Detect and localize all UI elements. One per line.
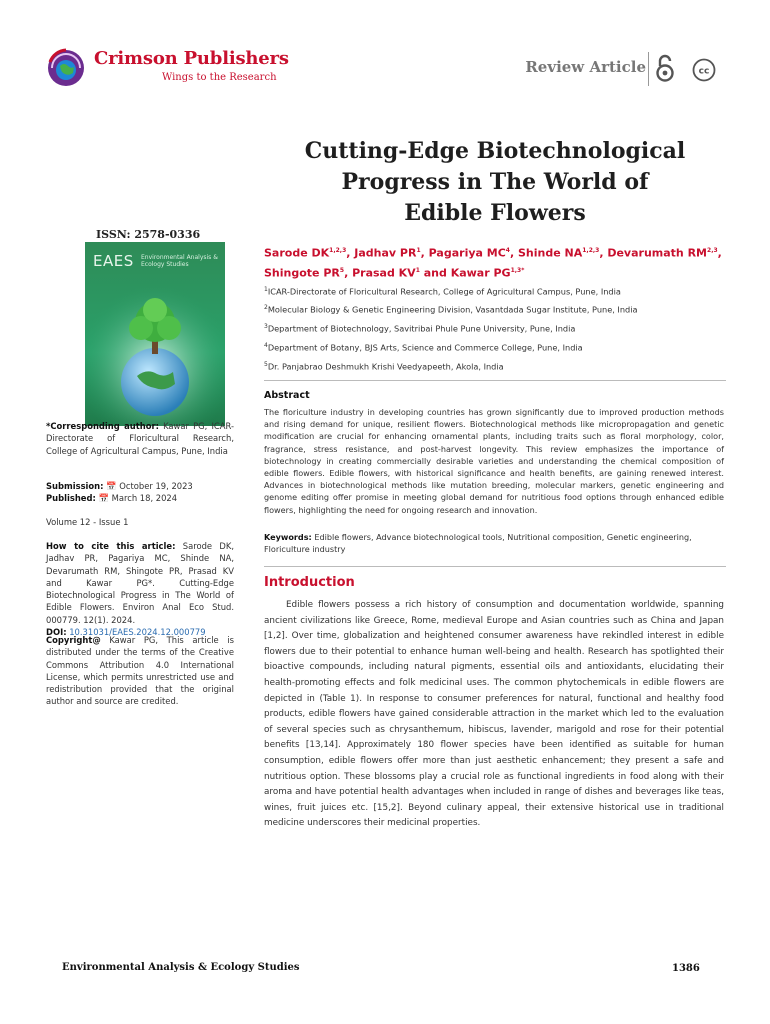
affiliation-text: Dr. Panjabrao Deshmukh Krishi Veedyapeeth, Akola, India (267, 361, 504, 372)
author-name: Sarode DK (264, 246, 330, 260)
cite-text: Sarode DK, Jadhav PR, Pagariya MC, Shinde NA, Devarumath RM, Shingote PR, Prasad KV and Kawar PG*. Cutting-Edge Biotechnological Progress in The World of Edible Flowers. Environ Anal Eco Stud. 000779. 12(1). 2024. (46, 541, 234, 625)
keywords-text: Edible flowers, Advance biotechnological tools, Nutritional composition, Genetic engineering, Floriculture industry (264, 532, 692, 555)
submission-date: October 19, 2023 (119, 481, 193, 491)
affiliation-item (264, 342, 726, 353)
brand-tagline: Wings to the Research (162, 72, 277, 83)
article-type-label: Review Article (525, 58, 646, 76)
affiliation-text: Molecular Biology & Genetic Engineering Division, Vasantdada Sugar Institute, Pune, India (267, 304, 638, 315)
author-affiliation-sup: 1,2,3 (329, 247, 347, 254)
copyright-text: Kawar PG, This article is distributed under the terms of the Creative Commons Attribution 4.0 International License, which permits unrestricted use and redistribution provided that the original author and source are credited. (46, 635, 234, 707)
section-divider (264, 566, 726, 567)
affiliation-item (264, 323, 726, 334)
publisher-logo[interactable] (46, 44, 289, 92)
author-name: Prasad KV (352, 266, 416, 280)
footer-journal-name: Environmental Analysis & Ecology Studies (62, 962, 300, 973)
author-name: Kawar PG (450, 266, 511, 280)
author-affiliation-sup: 1,2,3 (582, 247, 600, 254)
affiliation-number: 4 (264, 342, 268, 349)
header-divider (648, 52, 649, 86)
author-affiliation-sup: 1 (415, 266, 420, 274)
calendar-icon: 📅 (98, 493, 109, 504)
doi-label: DOI: (46, 627, 67, 638)
keywords-label: Keywords: (264, 532, 312, 542)
author-affiliation-sup: 1,3* (510, 266, 525, 274)
affiliation-item (264, 286, 726, 297)
published-label: Published: (46, 493, 96, 504)
affiliation-number: 5 (264, 361, 268, 368)
affiliation-number: 2 (264, 304, 268, 311)
author-affiliation-sup: 1 (416, 247, 421, 254)
cover-journal-code: EAES (93, 252, 134, 270)
corresponding-author-text: Kawar PG, ICAR-Directorate of Floricultural Research, College of Agricultural Campus, Pune, India (46, 421, 234, 456)
author-affiliation-sup: 4 (505, 247, 510, 254)
cite-label: How to cite this article: (46, 541, 176, 551)
corresponding-author-label: *Corresponding author: (46, 421, 159, 431)
doi-link[interactable]: 10.31031/EAES.2024.12.000779 (69, 627, 206, 638)
affiliation-text: Department of Botany, BJS Arts, Science and Commerce College, Pune, India (267, 342, 583, 353)
article-title: Cutting-Edge Biotechnological Progress in The World of Edible Flowers (304, 138, 686, 226)
submission-label: Submission: (46, 481, 104, 491)
author-name: Devarumath RM (607, 246, 708, 260)
copyright-block (46, 634, 234, 708)
author-affiliation-sup: 2,3 (707, 247, 718, 254)
section-divider (264, 380, 726, 381)
author-name: Jadhav PR (354, 246, 417, 260)
abstract-heading: Abstract (264, 390, 310, 401)
cover-journal-name: Environmental Analysis & Ecology Studies (141, 254, 218, 268)
creative-commons-icon (692, 58, 716, 82)
author-list: Sarode DK$^{1,2,3}$, Jadhav $PR^1$, Pagariya $MC^4$, Shinde NA$^{1,2,3}$, Devarumath RM$^{2,3}$, Shingote $PR^5$, Prasad $KV^1$ and Kawar $PG^{1,3*}$ (264, 246, 722, 280)
brand-name: Crimson Publishers (94, 48, 289, 69)
journal-cover[interactable] (85, 242, 225, 426)
affiliation-text: ICAR-Directorate of Floricultural Research, College of Agricultural Campus, Pune, India (267, 286, 621, 297)
copyright-label: Copyright@ (46, 635, 101, 645)
globe-logo-icon (46, 48, 86, 88)
open-access-lock-icon (654, 52, 676, 84)
svg-text:cc: cc (698, 66, 710, 77)
published-date: March 18, 2024 (111, 493, 178, 504)
introduction-heading: Introduction (264, 575, 355, 590)
affiliation-item (264, 361, 726, 372)
corresponding-author (46, 420, 234, 457)
volume-issue: Volume 12 - Issue 1 (46, 517, 129, 527)
affiliation-item (264, 304, 726, 315)
author-name: Shingote PR (264, 266, 340, 280)
submission-info (46, 480, 234, 505)
author-affiliation-sup: 5 (339, 266, 345, 274)
affiliation-number: 3 (264, 323, 268, 330)
issn: ISSN: 2578-0336 (96, 228, 201, 241)
keywords (264, 531, 724, 555)
cover-tree-globe-image (85, 278, 225, 426)
page-number: 1386 (672, 963, 700, 974)
calendar-icon: 📅 (106, 481, 117, 491)
author-name: Shinde NA (517, 246, 583, 260)
affiliation-number: 1 (264, 286, 268, 293)
citation-block (46, 540, 234, 638)
introduction-text: Edible flowers possess a rich history of consumption and documentation worldwide, spanning ancient civilizations like Greece, Rome, medieval Europe and Asian countries such as China and Japan [1,2]. Over time, globalization and heightened consumer awareness have rekindled interest in edible flowers due to their potential to enhance human well-being and health. Research has spotlighted their bioactive compounds, including natural pigments, essential oils and antioxidants, elucidating their health-promoting effects and folk medicinal uses. The common phytochemicals in edible flowers are depicted in (Table 1). In response to consumer preferences for natural, functional and healthy food products, edible flowers have gained considerable attraction in the market which led to the evaluation of several species such as chrysanthemum, hibiscus, lavender, marigold and rose for their potential benefits [13,14]. Approximately 180 flower species have been identified as suitable for human consumption, edible flowers offer more than just aesthetic enhancement; they present a safe and nutritious option. These blossoms play a crucial role as functional ingredients in food along with their aroma and have potential health advantages when included in range of dishes and beverages like teas, wines, fruit juices etc. [15,2]. Beyond culinary appeal, their extensive historical use in traditional medicine underscores their medicinal properties. (264, 600, 724, 829)
abstract-text: The floriculture industry in developing countries has grown significantly due to improved production methods and rising demand for unique, resilient flowers. Biotechnological methods like micropropagation and genetic modification are crucial for enhancing ornamental plants, including traits such as floral morphology, color, fragrance, stress resistance, and post-harvest longevity. This review emphasizes the importance of biotechnology in creating commercially desirable varieties and understanding the chemical composition of edible flowers. Edible flowers, with historical significance and health benefits, are gaining renewed interest. Advances in biotechnological methods like mutation breeding, molecular markers, genetic engineering and genome editing offer promise in meeting global demand for nutritious food options through enhanced edible flowers, highlighting the need for ongoing research and innovation. (264, 407, 724, 515)
affiliation-text: Department of Biotechnology, Savitribai Phule Pune University, Pune, India (267, 323, 576, 334)
author-name: Pagariya MC (428, 246, 506, 260)
